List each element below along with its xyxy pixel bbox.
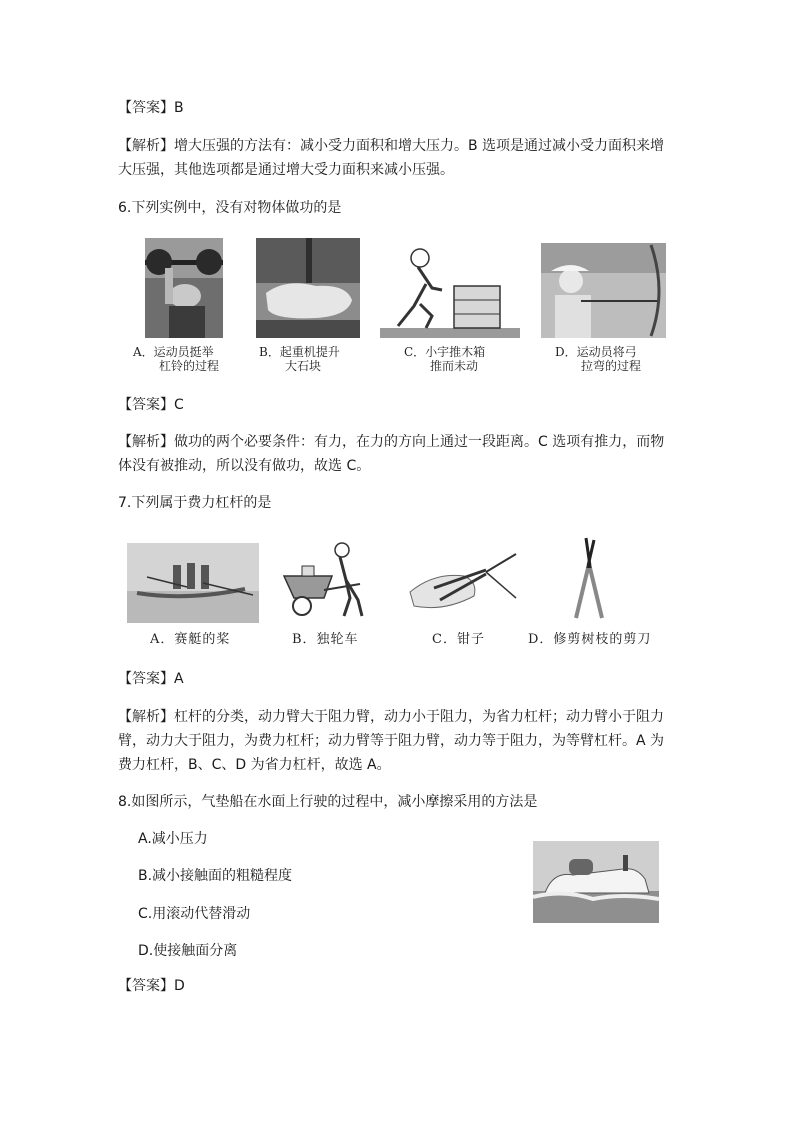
q6-analysis xyxy=(118,430,678,478)
q7-option-b: B．独轮车 xyxy=(292,632,359,647)
hovercraft-image xyxy=(533,841,659,923)
q8-option-d: D.使接触面分离 xyxy=(138,943,238,959)
q8-option-b: B.减小接触面的粗糙程度 xyxy=(138,868,293,884)
answer-tag: 【答案】 xyxy=(118,397,174,413)
answer-value: B xyxy=(174,100,184,116)
pliers-image xyxy=(404,548,520,618)
q6-stem: 6.下列实例中，没有对物体做功的是 xyxy=(118,200,342,216)
q7-option-a: A．赛艇的桨 xyxy=(150,632,231,647)
q6-answer xyxy=(118,393,678,417)
answer-value: C xyxy=(174,397,184,413)
q5-analysis xyxy=(118,134,678,182)
q8-option-a: A.减小压力 xyxy=(138,831,208,847)
q5-answer xyxy=(118,96,678,120)
q6-option-d: D．运动员将弓 拉弯的过程 xyxy=(555,345,642,373)
q8-answer xyxy=(118,974,678,998)
crane-stone-image xyxy=(256,238,360,338)
analysis-tag: 【解析】 xyxy=(118,709,174,725)
answer-tag: 【答案】 xyxy=(118,978,174,994)
q6-option-b: B．起重机提升 大石块 xyxy=(259,345,340,373)
weightlifter-image xyxy=(145,238,223,338)
q6-option-c: C．小宇推木箱 推而未动 xyxy=(404,345,486,373)
analysis-text: 做功的两个必要条件：有力，在力的方向上通过一段距离。C 选项有推力，而物体没有被推动，所以没有做功，故选 C。 xyxy=(118,434,665,474)
q8-option-c: C.用滚动代替滑动 xyxy=(138,906,251,922)
q6-option-a: A．运动员挺举 杠铃的过程 xyxy=(133,345,220,373)
answer-tag: 【答案】 xyxy=(118,100,174,116)
wheelbarrow-image xyxy=(280,540,370,620)
rowing-boat-image xyxy=(127,543,259,623)
analysis-tag: 【解析】 xyxy=(118,434,174,450)
answer-value: A xyxy=(174,671,184,687)
boy-pushing-box-image xyxy=(380,244,520,338)
answer-value: D xyxy=(174,978,185,994)
answer-tag: 【答案】 xyxy=(118,671,174,687)
q8-stem: 8.如图所示，气垫船在水面上行驶的过程中，减小摩擦采用的方法是 xyxy=(118,794,538,810)
pruning-shears-image xyxy=(568,536,608,622)
analysis-text: 增大压强的方法有：减小受力面积和增大压力。B 选项是通过减小受力面积来增大压强，其他选项都是通过增大受力面积来减小压强。 xyxy=(118,138,665,178)
q7-analysis xyxy=(118,705,678,777)
analysis-tag: 【解析】 xyxy=(118,138,174,154)
analysis-text: 杠杆的分类，动力臂大于阻力臂，动力小于阻力，为省力杠杆；动力臂小于阻力臂，动力大于阻力，为费力杠杆；动力臂等于阻力臂，动力等于阻力，为等臂杠杆。A 为费力杠杆，B、C、D 为省力杠杆，故选 A。 xyxy=(118,709,665,773)
archer-image xyxy=(541,243,666,338)
q7-option-c: C．钳子 xyxy=(432,632,485,647)
q7-answer xyxy=(118,667,678,691)
q7-stem: 7.下列属于费力杠杆的是 xyxy=(118,495,272,511)
q7-option-d: D．修剪树枝的剪刀 xyxy=(528,632,652,647)
